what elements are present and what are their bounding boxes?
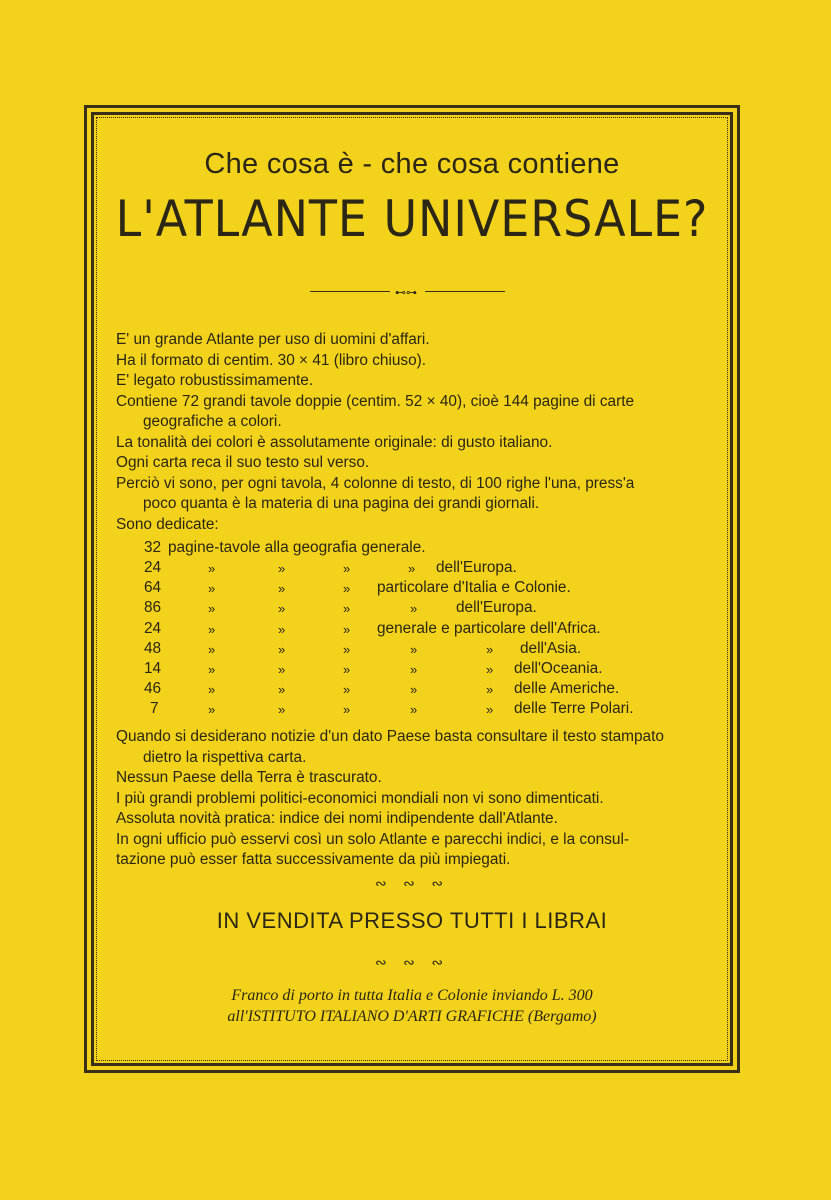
subtitle: Che cosa è - che cosa contiene <box>204 148 620 180</box>
dedication-count: 7 <box>150 700 159 717</box>
ditto-mark: » <box>343 601 351 616</box>
dedication-text: dell'Europa. <box>456 599 537 616</box>
dedication-text: dell'Europa. <box>436 559 517 576</box>
dedication-text: delle Americhe. <box>514 680 620 697</box>
dedication-count: 32 <box>144 539 162 556</box>
ditto-mark: » <box>278 642 286 657</box>
ditto-mark: » <box>208 561 216 576</box>
ditto-mark: » <box>486 702 494 717</box>
ditto-mark: » <box>410 682 418 697</box>
divider-right <box>425 291 505 292</box>
ditto-mark: » <box>278 682 286 697</box>
dedication-text: generale e particolare dell'Africa. <box>377 620 601 637</box>
paragraph: Assoluta novità pratica: indice dei nomi indipendente dall'Atlante. <box>116 810 558 827</box>
ditto-mark: » <box>486 642 494 657</box>
ditto-mark: » <box>410 662 418 677</box>
ditto-mark: » <box>343 642 351 657</box>
paragraph: Nessun Paese della Terra è trascurato. <box>116 769 382 786</box>
dedication-count: 64 <box>144 579 162 596</box>
ditto-mark: » <box>278 561 286 576</box>
ditto-mark: » <box>278 601 286 616</box>
ditto-mark: » <box>278 662 286 677</box>
ditto-mark: » <box>208 581 216 596</box>
ditto-mark: » <box>410 702 418 717</box>
paragraph: Quando si desiderano notizie d'un dato Paese basta consultare il testo stampato <box>116 728 664 745</box>
ornament-icon: ∾ ∾ ∾ <box>374 876 450 892</box>
ditto-mark: » <box>278 702 286 717</box>
dedication-count: 24 <box>144 559 162 576</box>
paragraph: In ogni ufficio può esservi così un solo Atlante e parecchi indici, e la consul- <box>116 830 630 848</box>
dedication-count: 86 <box>144 599 162 616</box>
details-block <box>116 727 716 871</box>
divider-ornament-icon: ⊷⊶ <box>395 286 417 299</box>
dedication-count: 48 <box>144 640 162 657</box>
paragraph: La tonalità dei colori è assolutamente originale: di gusto italiano. <box>116 433 553 451</box>
description-block <box>116 330 716 535</box>
ditto-mark: » <box>410 642 418 657</box>
ditto-mark: » <box>486 682 494 697</box>
footer-line: all'ISTITUTO ITALIANO D'ARTI GRAFICHE (Bergamo) <box>227 1008 597 1025</box>
divider-left <box>310 291 390 292</box>
paragraph: E' un grande Atlante per uso di uomini d'affari. <box>116 331 430 348</box>
ditto-mark: » <box>410 601 418 616</box>
ditto-mark: » <box>208 682 216 697</box>
footer-line: Franco di porto in tutta Italia e Colonie inviando L. 300 <box>231 987 593 1004</box>
ditto-mark: » <box>486 662 494 677</box>
paragraph: Sono dedicate: <box>116 515 219 533</box>
page-title: L'ATLANTE UNIVERSALE? <box>115 190 709 248</box>
dedication-count: 14 <box>144 660 162 677</box>
paragraph: Perciò vi sono, per ogni tavola, 4 colonne di testo, di 100 righe l'una, press'a <box>116 474 635 492</box>
ditto-mark: » <box>278 622 286 637</box>
paragraph: poco quanta è la materia di una pagina dei grandi giornali. <box>143 495 540 512</box>
ditto-mark: » <box>208 662 216 677</box>
paragraph: tazione può esser fatta successivamente da più impiegati. <box>116 851 511 868</box>
ditto-mark: » <box>208 622 216 637</box>
ditto-mark: » <box>208 642 216 657</box>
paragraph: Ogni carta reca il suo testo sul verso. <box>116 454 370 471</box>
paragraph: E' legato robustissimamente. <box>116 372 314 389</box>
ditto-mark: » <box>343 622 351 637</box>
ditto-mark: » <box>343 561 351 576</box>
paragraph: Contiene 72 grandi tavole doppie (centim. 52 × 40), cioè 144 pagine di carte <box>116 392 635 410</box>
dedication-count: 46 <box>144 680 162 697</box>
paragraph: Ha il formato di centim. 30 × 41 (libro chiuso). <box>116 351 427 369</box>
sale-notice: IN VENDITA PRESSO TUTTI I LIBRAI <box>216 908 608 933</box>
dedication-text: delle Terre Polari. <box>514 700 634 717</box>
ditto-mark: » <box>278 581 286 596</box>
paragraph: geografiche a colori. <box>143 413 282 430</box>
ditto-mark: » <box>208 601 216 616</box>
ditto-mark: » <box>343 581 351 596</box>
dedication-count: 24 <box>144 620 162 637</box>
paragraph: dietro la rispettiva carta. <box>143 748 307 766</box>
ditto-mark: » <box>343 682 351 697</box>
paragraph: I più grandi problemi politici-economici mondiali non vi sono dimenticati. <box>116 789 604 807</box>
ditto-mark: » <box>343 702 351 717</box>
ditto-mark: » <box>343 662 351 677</box>
dedication-text: dell'Asia. <box>520 640 582 657</box>
ditto-mark: » <box>408 561 416 576</box>
dedication-text: pagine-tavole alla geografia generale. <box>168 539 426 556</box>
dedication-text: dell'Oceania. <box>514 660 603 677</box>
ornament-icon: ∾ ∾ ∾ <box>374 955 450 971</box>
dedication-text: particolare d'Italia e Colonie. <box>377 579 571 596</box>
ditto-mark: » <box>208 702 216 717</box>
